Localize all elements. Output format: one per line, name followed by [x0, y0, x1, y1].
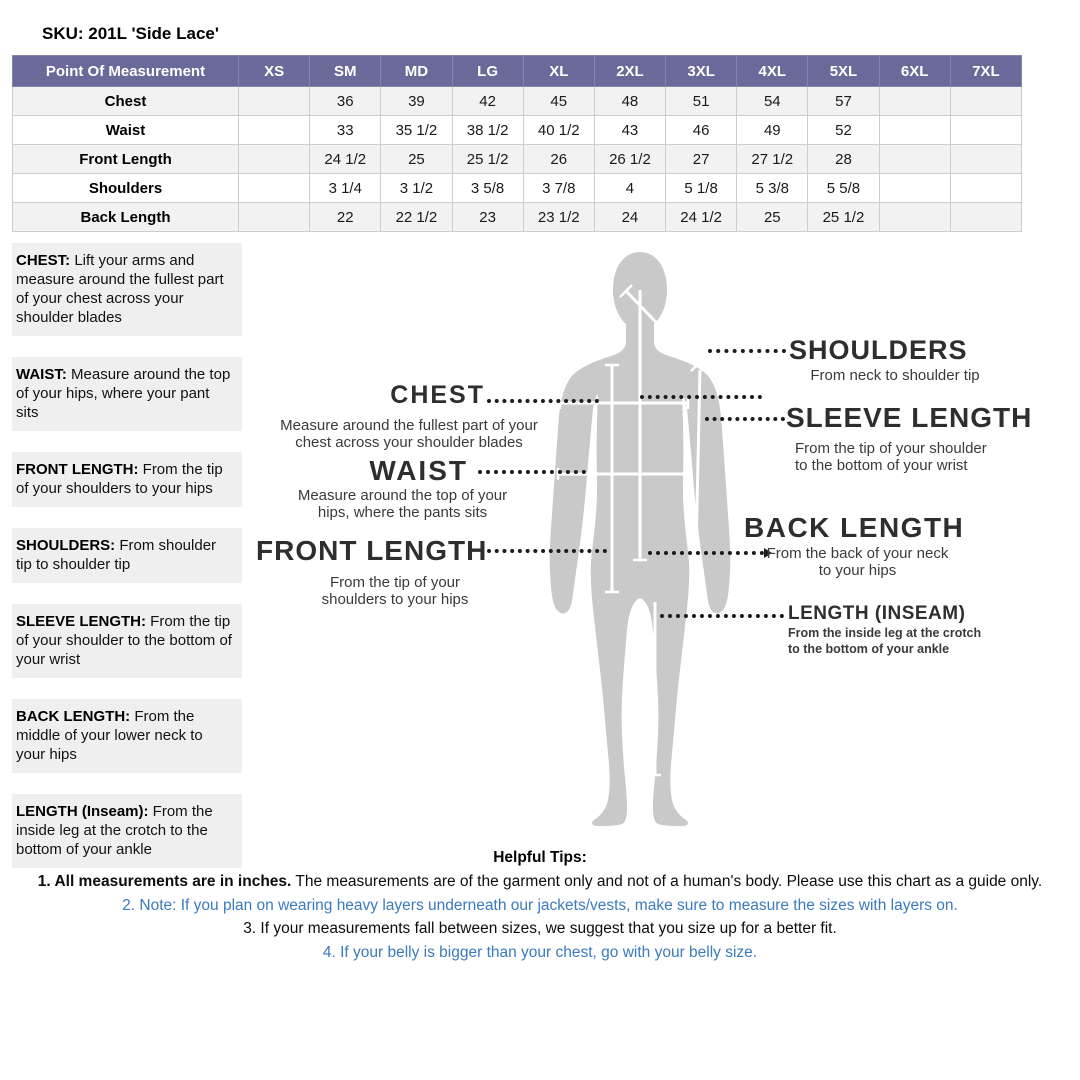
size-cell: 49 [737, 116, 808, 145]
diagram-shoulders-label: SHOULDERS [789, 335, 968, 365]
diagram-chest-desc: Measure around the fullest part of your chest across your shoulder blades [280, 417, 538, 451]
definition-text: From the middle of your lower neck to your hips [16, 708, 203, 763]
diagram-front-length-desc: From the tip of your shoulders to your hips [321, 574, 469, 608]
tip-line [0, 872, 1080, 891]
col-header-size: 5XL [808, 56, 879, 87]
table-row [13, 203, 1022, 232]
size-cell: 3 1/4 [310, 174, 381, 203]
size-cell [239, 116, 310, 145]
size-cell: 24 [594, 203, 665, 232]
size-cell: 39 [381, 87, 452, 116]
tip-text: 2. Note: If you plan on wearing heavy layers underneath our jackets/vests, make sure to measure the sizes with layers on. [122, 896, 958, 914]
definition-item [12, 699, 242, 773]
size-cell: 24 1/2 [310, 145, 381, 174]
col-header-size: XL [523, 56, 594, 87]
size-cell: 23 [452, 203, 523, 232]
size-table-header-row [13, 56, 1022, 87]
tip-line [0, 943, 1080, 962]
tip-text: 4. If your belly is bigger than your chest, go with your belly size. [322, 943, 758, 961]
waist-leader-line [478, 470, 586, 474]
size-cell: 23 1/2 [523, 203, 594, 232]
measurement-label: Waist [13, 116, 239, 145]
size-cell: 48 [594, 87, 665, 116]
tip-bold-text: 1. All measurements are in inches. [37, 873, 292, 890]
size-table-body [13, 87, 1022, 232]
definition-text: From shoulder tip to shoulder tip [16, 537, 217, 573]
col-header-size: SM [310, 56, 381, 87]
size-cell: 38 1/2 [452, 116, 523, 145]
measurement-label: Shoulders [13, 174, 239, 203]
diagram-sleeve-length-label: SLEEVE LENGTH [786, 402, 1033, 433]
col-header-size: MD [381, 56, 452, 87]
size-cell: 36 [310, 87, 381, 116]
definition-term: SLEEVE LENGTH: [16, 613, 147, 630]
helpful-tips-section [0, 849, 1080, 966]
size-cell: 5 3/8 [737, 174, 808, 203]
size-cell [950, 174, 1021, 203]
size-cell: 51 [666, 87, 737, 116]
size-cell: 25 1/2 [452, 145, 523, 174]
size-cell: 35 1/2 [381, 116, 452, 145]
size-cell: 42 [452, 87, 523, 116]
size-cell [879, 87, 950, 116]
front-length-leader-line [487, 549, 607, 553]
size-cell: 5 1/8 [666, 174, 737, 203]
sku-label: SKU: 201L 'Side Lace' [42, 24, 219, 43]
diagram-waist-desc: Measure around the top of your hips, where the pants sits [297, 487, 508, 521]
definition-text: From the tip of your shoulders to your hips [16, 461, 223, 497]
definition-term: BACK LENGTH: [16, 708, 131, 725]
size-cell [950, 145, 1021, 174]
col-header-size: 2XL [594, 56, 665, 87]
size-cell: 27 [666, 145, 737, 174]
size-cell: 33 [310, 116, 381, 145]
size-cell: 25 1/2 [808, 203, 879, 232]
size-cell [879, 203, 950, 232]
col-header-size: 4XL [737, 56, 808, 87]
size-cell: 3 7/8 [523, 174, 594, 203]
definition-term: WAIST: [16, 366, 67, 383]
body-silhouette [540, 250, 740, 830]
size-cell [879, 174, 950, 203]
table-row [13, 87, 1022, 116]
diagram-inseam-desc: From the inside leg at the crotch to the bottom of your ankle [788, 626, 982, 656]
size-cell: 45 [523, 87, 594, 116]
size-cell: 28 [808, 145, 879, 174]
size-table [12, 55, 1022, 232]
definition-term: LENGTH (Inseam): [16, 803, 149, 820]
size-cell: 22 [310, 203, 381, 232]
size-cell: 54 [737, 87, 808, 116]
size-cell: 27 1/2 [737, 145, 808, 174]
definition-item [12, 452, 242, 507]
col-header-size: 6XL [879, 56, 950, 87]
chest-leader-line [487, 399, 599, 403]
size-cell: 25 [381, 145, 452, 174]
col-header-size: 7XL [950, 56, 1021, 87]
diagram-front-length-label: FRONT LENGTH [256, 535, 488, 566]
tips-list [0, 872, 1080, 962]
tip-line [0, 896, 1080, 915]
definition-item [12, 243, 242, 336]
size-cell [879, 116, 950, 145]
diagram-inseam-label: LENGTH (INSEAM) [788, 603, 966, 624]
measurement-label: Front Length [13, 145, 239, 174]
size-cell: 5 5/8 [808, 174, 879, 203]
size-cell [239, 203, 310, 232]
definition-item [12, 357, 242, 431]
measurement-label: Chest [13, 87, 239, 116]
size-cell [239, 174, 310, 203]
size-table-head [13, 56, 1022, 87]
size-cell: 26 [523, 145, 594, 174]
size-table-wrap [12, 55, 1022, 232]
tip-text: The measurements are of the garment only and not of a human's body. Please use this chart as a guide only. [291, 873, 1043, 890]
definition-text: Lift your arms and measure around the fullest part of your chest across your shoulder blades [16, 252, 224, 326]
size-cell: 40 1/2 [523, 116, 594, 145]
diagram-chest-label: CHEST [390, 381, 485, 409]
col-header-size: LG [452, 56, 523, 87]
size-cell [950, 203, 1021, 232]
size-cell: 26 1/2 [594, 145, 665, 174]
tip-line [0, 919, 1080, 938]
diagram-sleeve-length-desc: From the tip of your shoulder to the bottom of your wrist [795, 440, 987, 474]
measurement-label: Back Length [13, 203, 239, 232]
definitions-list [12, 243, 242, 889]
definition-item [12, 528, 242, 583]
definition-item [12, 604, 242, 678]
definition-text: From the tip of your shoulder to the bottom of your wrist [16, 613, 232, 668]
table-row [13, 116, 1022, 145]
col-header-point-of-measurement: Point Of Measurement [13, 56, 239, 87]
size-cell [950, 116, 1021, 145]
diagram-shoulders-desc: From neck to shoulder tip [810, 367, 980, 384]
definition-text: Measure around the top of your hips, where your pant sits [16, 366, 231, 421]
size-cell [239, 87, 310, 116]
size-cell [879, 145, 950, 174]
size-cell: 25 [737, 203, 808, 232]
tips-title: Helpful Tips: [493, 849, 587, 866]
col-header-size: 3XL [666, 56, 737, 87]
diagram-back-length-label: BACK LENGTH [744, 512, 965, 543]
diagram-back-length-desc: From the back of your neck to your hips [766, 545, 949, 579]
size-cell: 57 [808, 87, 879, 116]
definition-text: From the inside leg at the crotch to the bottom of your ankle [16, 803, 213, 858]
back-length-leader-line [648, 551, 764, 555]
chest-leader-line-right [640, 395, 762, 399]
size-cell: 4 [594, 174, 665, 203]
size-cell [239, 145, 310, 174]
size-cell: 24 1/2 [666, 203, 737, 232]
table-row [13, 174, 1022, 203]
inseam-leader-line [660, 614, 784, 618]
table-row [13, 145, 1022, 174]
col-header-size: XS [239, 56, 310, 87]
shoulders-leader-line [708, 349, 786, 353]
definition-term: FRONT LENGTH: [16, 461, 139, 478]
definition-term: SHOULDERS: [16, 537, 116, 554]
size-cell: 46 [666, 116, 737, 145]
size-cell: 52 [808, 116, 879, 145]
diagram-waist-label: WAIST [369, 455, 468, 486]
size-cell: 43 [594, 116, 665, 145]
definition-term: CHEST: [16, 252, 71, 269]
size-cell: 22 1/2 [381, 203, 452, 232]
tip-text: 3. If your measurements fall between sizes, we suggest that you size up for a better fit. [243, 920, 837, 937]
size-cell [950, 87, 1021, 116]
sleeve-length-leader-line [705, 417, 785, 421]
size-cell: 3 1/2 [381, 174, 452, 203]
size-cell: 3 5/8 [452, 174, 523, 203]
